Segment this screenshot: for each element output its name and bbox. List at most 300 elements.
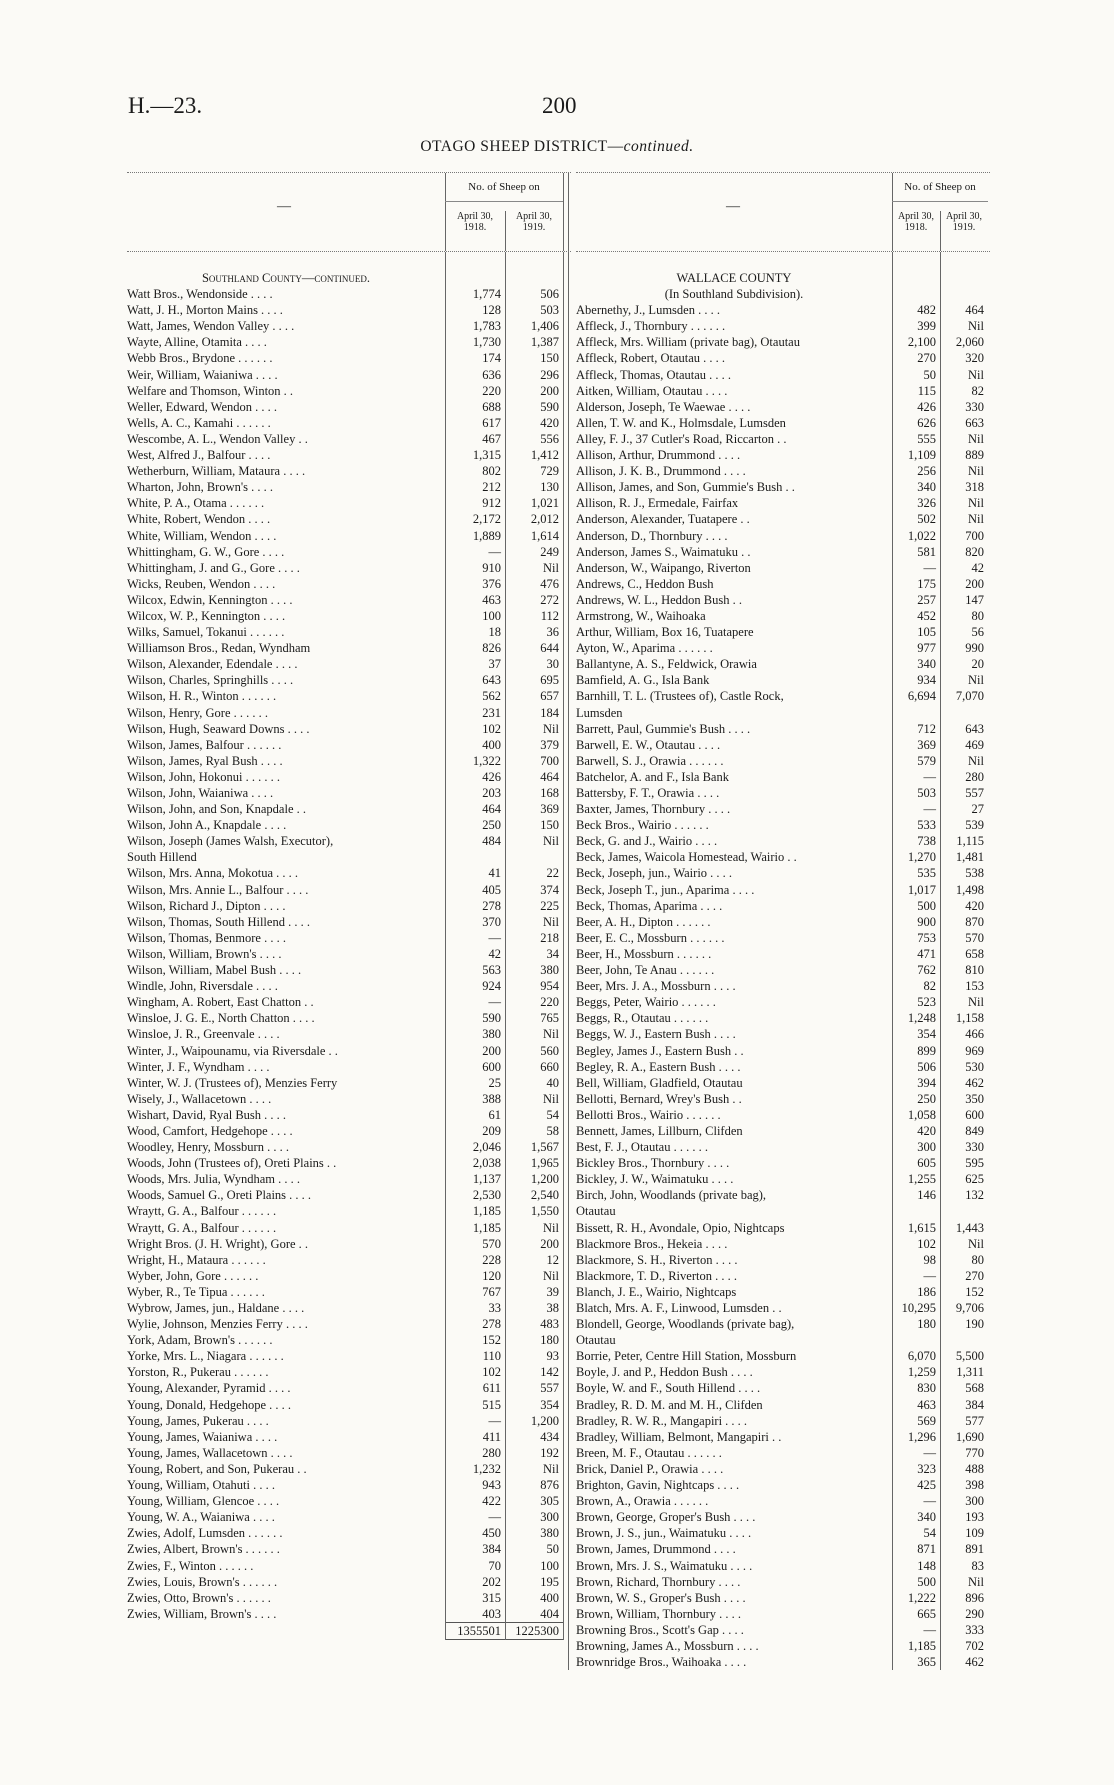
sheep-1918: 523 <box>917 995 936 1010</box>
sheep-1919: Nil <box>968 995 984 1010</box>
sheep-1918: 1,730 <box>472 335 501 350</box>
sheep-1918: 370 <box>482 914 501 929</box>
sheep-1918: 186 <box>917 1284 936 1299</box>
sheep-1919: Nil <box>543 560 559 575</box>
owner-name: Battersby, F. T., Orawia . . . . <box>576 786 720 800</box>
table-row <box>576 528 990 544</box>
sheep-1918: 1,058 <box>907 1107 936 1122</box>
table-row <box>576 801 990 817</box>
owner-name: Winsloe, J. R., Greenvale . . . . <box>127 1027 280 1042</box>
table-row <box>576 1203 990 1219</box>
table-row <box>576 1268 990 1284</box>
sheep-1918: — <box>923 1268 936 1283</box>
table-row <box>576 431 990 447</box>
owner-name: Otautau <box>576 1333 616 1348</box>
totals-row <box>445 1622 563 1640</box>
sheep-1918: 665 <box>917 1606 936 1621</box>
sheep-1919: 150 <box>540 818 559 833</box>
sheep-1918: 590 <box>482 1011 501 1026</box>
sheep-1918: 426 <box>482 769 501 784</box>
owner-name: Wishart, David, Ryal Bush . . . . <box>127 1107 287 1122</box>
sheep-1919: 595 <box>965 1156 984 1171</box>
owner-name: Brown, William, Thornbury . . . . <box>576 1606 741 1621</box>
sheep-1919: 1,412 <box>530 448 559 463</box>
owner-name: Wilson, James, Ryal Bush . . . . <box>127 753 283 768</box>
sheep-1918: — <box>488 1413 501 1428</box>
right-table <box>576 172 990 1670</box>
sheep-1919: 1,567 <box>530 1140 559 1155</box>
owner-name: York, Adam, Brown's . . . . . . <box>127 1333 273 1348</box>
sheep-1919: 305 <box>540 1494 559 1509</box>
owner-name: Wingham, A. Robert, East Chatton . . <box>127 995 314 1010</box>
sheep-1918: 924 <box>482 979 501 994</box>
sheep-1919: Nil <box>968 464 984 479</box>
owner-name: Wilson, Charles, Springhills . . . . <box>127 673 294 688</box>
sheep-1919: 1,311 <box>956 1365 984 1380</box>
sheep-1919: 420 <box>965 898 984 913</box>
sheep-1918: 394 <box>917 1075 936 1090</box>
sheep-1919: 1,498 <box>955 882 984 897</box>
owner-name: Batchelor, A. and F., Isla Bank <box>576 769 729 784</box>
sheep-1919: 557 <box>540 1381 559 1396</box>
owner-name: Begley, James J., Eastern Bush . . <box>576 1043 744 1058</box>
sheep-1919: 330 <box>965 1140 984 1155</box>
sheep-1918: 128 <box>482 303 501 318</box>
owner-name: Young, W. A., Waianiwa . . . . <box>127 1510 275 1525</box>
sheep-1918: 912 <box>482 496 501 511</box>
sheep-1919: 39 <box>546 1284 559 1299</box>
sheep-1918: 100 <box>482 608 501 623</box>
sheep-1919: 34 <box>546 946 559 961</box>
owner-name: Woods, Samuel G., Oreti Plains . . . . <box>127 1188 312 1203</box>
owner-name: Brown, James, Drummond . . . . <box>576 1542 736 1557</box>
sheep-1919: 404 <box>540 1606 559 1621</box>
owner-name: South Hillend <box>127 850 197 865</box>
sheep-1919: Nil <box>968 753 984 768</box>
sheep-1919: 954 <box>540 979 559 994</box>
sheep-1918: — <box>923 1445 936 1460</box>
sheep-1918: — <box>923 1494 936 1509</box>
table-row <box>576 688 990 704</box>
owner-name: Wharton, John, Brown's . . . . <box>127 480 273 495</box>
sheep-1918: 102 <box>917 1236 936 1251</box>
sheep-1918: 535 <box>917 866 936 881</box>
sheep-1918: 500 <box>917 898 936 913</box>
sheep-1918: 376 <box>482 576 501 591</box>
sheep-1918: 570 <box>482 1236 501 1251</box>
sheep-1919: 40 <box>546 1075 559 1090</box>
sheep-1918: 1,615 <box>907 1220 936 1235</box>
sheep-1918: 278 <box>482 898 501 913</box>
sheep-1918: 340 <box>917 657 936 672</box>
owner-name: Wilson, John, and Son, Knapdale . . <box>127 802 306 817</box>
left-table <box>127 172 571 1640</box>
sheep-1918: 256 <box>917 464 936 479</box>
sheep-1919: 272 <box>540 592 559 607</box>
table-row <box>576 865 990 881</box>
sheep-1918: 1,255 <box>907 1172 936 1187</box>
sheep-1918: 738 <box>917 834 936 849</box>
sheep-1919: 369 <box>540 802 559 817</box>
sheep-1919: 2,540 <box>530 1188 559 1203</box>
sheep-1918: 411 <box>482 1429 501 1444</box>
sheep-1918: 2,038 <box>472 1156 501 1171</box>
owner-name: Beck, Joseph, jun., Wairio . . . . <box>576 866 733 881</box>
sheep-1918: 1,022 <box>907 528 936 543</box>
owner-name: Zwies, Otto, Brown's . . . . . . <box>127 1590 271 1605</box>
table-row <box>576 1590 990 1606</box>
owner-name: Zwies, Adolf, Lumsden . . . . . . <box>127 1526 283 1541</box>
sheep-1919: 200 <box>540 1236 559 1251</box>
sheep-1918: 250 <box>482 818 501 833</box>
owner-name: Beer, A. H., Dipton . . . . . . <box>576 914 711 929</box>
owner-name: Blatch, Mrs. A. F., Linwood, Lumsden . . <box>576 1301 782 1315</box>
col-1919-heading: April 30, 1919. <box>515 211 553 233</box>
sheep-1918: — <box>488 544 501 559</box>
sheep-1919: 539 <box>965 818 984 833</box>
table-row <box>576 1606 990 1622</box>
sheep-1918: 33 <box>488 1301 501 1315</box>
sheep-1919: 20 <box>971 657 984 672</box>
sheep-1918: 54 <box>923 1526 936 1541</box>
sheep-1918: 464 <box>482 802 501 817</box>
owner-name: Bellotti, Bernard, Wrey's Bush . . <box>576 1091 742 1106</box>
sheep-1918: 688 <box>482 399 501 414</box>
sheep-1918: 569 <box>917 1413 936 1428</box>
sheep-1918: 1,185 <box>907 1638 936 1653</box>
owner-name: Wescombe, A. L., Wendon Valley . . <box>127 431 308 446</box>
owner-name: Wayte, Alline, Otamita . . . . <box>127 335 267 350</box>
table-row <box>576 544 990 560</box>
table-row <box>576 1541 990 1557</box>
sheep-1918: 471 <box>917 946 936 961</box>
sheep-1919: 130 <box>540 480 559 495</box>
sheep-1918: 2,100 <box>907 335 936 350</box>
total-1918: 1355501 <box>457 1623 501 1638</box>
sheep-1919: 318 <box>965 480 984 495</box>
owner-name: Barnhill, T. L. (Trustees of), Castle Rock, <box>576 689 784 704</box>
owner-name: Barwell, E. W., Otautau . . . . <box>576 737 721 752</box>
owner-name: Anderson, James S., Waimatuku . . <box>576 544 751 559</box>
table-row <box>576 1123 990 1139</box>
owner-name: Wilson, H. R., Winton . . . . . . <box>127 689 277 704</box>
sheep-1918: 6,694 <box>907 689 936 704</box>
sheep-1919: 1,021 <box>530 496 559 511</box>
sheep-1919: 1,443 <box>955 1220 984 1235</box>
table-row <box>576 608 990 624</box>
owner-name: Yorston, R., Pukerau . . . . . . <box>127 1365 269 1380</box>
table-row <box>576 1139 990 1155</box>
sheep-1918: 463 <box>482 592 501 607</box>
sheep-1919: 476 <box>540 576 559 591</box>
owner-name: Anderson, Alexander, Tuatapere . . <box>576 512 750 527</box>
sheep-1919: 112 <box>540 608 559 623</box>
owner-name: Bickley, J. W., Waimatuku . . . . <box>576 1172 734 1187</box>
sheep-1919: 180 <box>540 1333 559 1348</box>
table-row <box>576 560 990 576</box>
sheep-1918: 452 <box>917 608 936 623</box>
sheep-1918: 506 <box>917 1059 936 1074</box>
sheep-1918: 41 <box>488 866 501 881</box>
sheep-1919: 644 <box>540 641 559 656</box>
table-row <box>576 914 990 930</box>
owner-name: Beck, Joseph T., jun., Aparima . . . . <box>576 882 755 897</box>
sheep-1918: — <box>488 1510 501 1525</box>
owner-name: Bamfield, A. G., Isla Bank <box>576 673 710 688</box>
sheep-1918: 1,137 <box>472 1172 501 1187</box>
owner-name: Browning, James A., Mossburn . . . . <box>576 1638 759 1653</box>
owner-name: Allen, T. W. and K., Holmsdale, Lumsden <box>576 415 786 430</box>
owner-name: Beer, E. C., Mossburn . . . . . . <box>576 930 725 945</box>
owner-name: Bell, William, Gladfield, Otautau <box>576 1075 743 1090</box>
sheep-1919: Nil <box>543 1027 559 1042</box>
sheep-1919: 464 <box>965 303 984 318</box>
sheep-1918: 426 <box>917 399 936 414</box>
sheep-1919: 12 <box>546 1252 559 1267</box>
table-row <box>576 495 990 511</box>
sheep-1919: 483 <box>540 1317 559 1332</box>
table-row <box>576 1638 990 1654</box>
owner-name: Wilson, John, Hokonui . . . . . . <box>127 769 280 784</box>
sheep-1918: 977 <box>917 641 936 656</box>
owner-name: Best, F. J., Otautau . . . . . . <box>576 1140 708 1155</box>
sheep-1919: 577 <box>965 1413 984 1428</box>
sheep-1919: Nil <box>968 319 984 334</box>
sheep-1919: 249 <box>540 544 559 559</box>
sheep-1918: 340 <box>917 1510 936 1525</box>
sheep-1918: 102 <box>482 721 501 736</box>
sheep-1919: 1,614 <box>530 528 559 543</box>
sheep-1918: 1,270 <box>907 850 936 865</box>
sheep-1919: 54 <box>546 1107 559 1122</box>
sheep-1918: 98 <box>923 1252 936 1267</box>
table-row <box>576 1348 990 1364</box>
sheep-1919: 27 <box>971 802 984 817</box>
owner-name: Bellotti Bros., Wairio . . . . . . <box>576 1107 721 1122</box>
sheep-1919: 889 <box>965 448 984 463</box>
owner-name: Wilson, John, Waianiwa . . . . <box>127 786 274 800</box>
table-row <box>576 1010 990 1026</box>
sheep-1918: 120 <box>482 1268 501 1283</box>
owner-name: Wisely, J., Wallacetown . . . . <box>127 1091 272 1106</box>
owner-name: Otautau <box>576 1204 616 1219</box>
owner-name: Wraytt, G. A., Balfour . . . . . . <box>127 1204 277 1219</box>
sheep-1919: 330 <box>965 399 984 414</box>
sheep-1919: 1,690 <box>955 1429 984 1444</box>
owner-name: Wyber, John, Gore . . . . . . <box>127 1268 259 1283</box>
sheep-1919: Nil <box>968 673 984 688</box>
table-row <box>576 350 990 366</box>
sheep-1918: 636 <box>482 367 501 382</box>
sheep-1918: 422 <box>482 1494 501 1509</box>
right-table-body <box>576 252 990 1670</box>
table-row <box>576 1252 990 1268</box>
table-row <box>576 1493 990 1509</box>
sheep-1919: 195 <box>540 1574 559 1589</box>
table-row <box>576 1155 990 1171</box>
owner-name: Baxter, James, Thornbury . . . . <box>576 802 731 817</box>
sheep-1919: 810 <box>965 963 984 978</box>
owner-name: Wraytt, G. A., Balfour . . . . . . <box>127 1220 277 1235</box>
sheep-1919: 192 <box>540 1445 559 1460</box>
table-row <box>576 849 990 865</box>
sheep-1918: 899 <box>917 1043 936 1058</box>
sheep-1918: 369 <box>917 737 936 752</box>
owner-name: Blondell, George, Woodlands (private bag), <box>576 1317 795 1332</box>
sheep-1918: 611 <box>482 1381 501 1396</box>
sheep-1919: 969 <box>965 1043 984 1058</box>
sheep-1918: 37 <box>488 657 501 672</box>
sheep-1919: 50 <box>546 1542 559 1557</box>
owner-name: Wilson, Mrs. Annie L., Balfour . . . . <box>127 882 309 897</box>
sheep-1919: 379 <box>540 737 559 752</box>
owner-name: Bennett, James, Lillburn, Clifden <box>576 1123 743 1138</box>
sheep-1918: 270 <box>917 351 936 366</box>
owner-name: Begley, R. A., Eastern Bush . . . . <box>576 1059 741 1074</box>
sheep-1919: 891 <box>965 1542 984 1557</box>
owner-name: Allison, R. J., Ermedale, Fairfax <box>576 496 739 511</box>
sheep-1919: 849 <box>965 1123 984 1138</box>
owner-name: Blackmore, S. H., Riverton . . . . <box>576 1252 738 1267</box>
owner-name: Brown, A., Orawia . . . . . . <box>576 1494 709 1509</box>
sheep-1919: 354 <box>540 1397 559 1412</box>
sheep-1919: 193 <box>965 1510 984 1525</box>
owner-name: Wells, A. C., Kamahi . . . . . . <box>127 415 271 430</box>
col-1918-heading: April 30, 1918. <box>456 211 494 233</box>
sheep-1918: 450 <box>482 1526 501 1541</box>
owner-name: Wood, Camfort, Hedgehope . . . . <box>127 1123 293 1138</box>
sheep-1919: 556 <box>540 431 559 446</box>
sheep-1919: 466 <box>965 1027 984 1042</box>
table-row <box>576 994 990 1010</box>
table-row <box>576 1107 990 1123</box>
sheep-1919: 22 <box>546 866 559 881</box>
sheep-1918 <box>892 1332 940 1348</box>
owner-name: Bradley, R. D. M. and M. H., Clifden <box>576 1397 763 1412</box>
sheep-1918: 533 <box>917 818 936 833</box>
owner-name: Wilson, John A., Knapdale . . . . <box>127 818 287 833</box>
owner-name: Barrett, Paul, Gummie's Bush . . . . <box>576 721 751 736</box>
table-row <box>576 1316 990 1332</box>
owner-name: Wylie, Johnson, Menzies Ferry . . . . <box>127 1317 308 1332</box>
sheep-1918: 1,315 <box>472 448 501 463</box>
owner-name: Brown, Richard, Thornbury . . . . <box>576 1574 741 1589</box>
sheep-1919: 462 <box>965 1075 984 1090</box>
owner-name: Beggs, W. J., Eastern Bush . . . . <box>576 1027 736 1042</box>
sheep-1919: Nil <box>543 1461 559 1476</box>
sheep-1919: 300 <box>965 1494 984 1509</box>
sheep-1918: 1,248 <box>907 1011 936 1026</box>
sheep-1919: 56 <box>971 625 984 640</box>
sheep-1918: — <box>923 769 936 784</box>
owner-name: Boyle, J. and P., Heddon Bush . . . . <box>576 1365 753 1380</box>
sheep-1918: 326 <box>917 496 936 511</box>
owner-name: Allison, Arthur, Drummond . . . . <box>576 448 741 463</box>
owner-name: Zwies, William, Brown's . . . . <box>127 1606 277 1621</box>
table-row <box>576 672 990 688</box>
sheep-1918: 102 <box>482 1365 501 1380</box>
sheep-1918: — <box>923 802 936 817</box>
sheep-1918: 384 <box>482 1542 501 1557</box>
sheep-1919: 570 <box>965 930 984 945</box>
sheep-1919: 36 <box>546 625 559 640</box>
sheep-1918: 174 <box>482 351 501 366</box>
sheep-1918: 200 <box>482 1043 501 1058</box>
owner-name: Young, James, Wallacetown . . . . <box>127 1445 293 1460</box>
sheep-1918: 212 <box>482 480 501 495</box>
owner-name: Beck Bros., Wairio . . . . . . <box>576 818 709 833</box>
owner-name: Wilson, William, Mabel Bush . . . . <box>127 963 302 978</box>
page-reference: H.—23. <box>128 93 203 118</box>
sheep-1919: 820 <box>965 544 984 559</box>
sheep-1918: 2,530 <box>472 1188 501 1203</box>
sheep-1918: 600 <box>482 1059 501 1074</box>
sheep-1919: 1,965 <box>530 1156 559 1171</box>
section-heading-wallace: WALLACE COUNTY <box>676 271 792 285</box>
sheep-1918: 365 <box>917 1655 936 1670</box>
owner-name: Ballantyne, A. S., Feldwick, Orawia <box>576 657 757 672</box>
sheep-1919: 503 <box>540 303 559 318</box>
sheep-1918: 484 <box>482 834 501 849</box>
owner-name: Windle, John, Riversdale . . . . <box>127 979 278 994</box>
sheep-1918: 82 <box>923 979 936 994</box>
sheep-1918: 399 <box>917 319 936 334</box>
sheep-1919: 280 <box>965 769 984 784</box>
owner-name: Whittingham, G. W., Gore . . . . <box>127 544 285 559</box>
owner-name: Bradley, R. W. R., Mangapiri . . . . <box>576 1413 748 1428</box>
sheep-1919: 530 <box>965 1059 984 1074</box>
title-continued: continued. <box>623 138 694 155</box>
table-row <box>576 946 990 962</box>
table-row <box>576 882 990 898</box>
sheep-1918 <box>445 849 505 865</box>
owner-name: Bradley, William, Belmont, Mangapiri . . <box>576 1429 782 1444</box>
sheep-1919: 1,200 <box>530 1413 559 1428</box>
sheep-1918: 1,774 <box>472 287 501 302</box>
table-row <box>576 1445 990 1461</box>
owner-name: Wybrow, James, jun., Haldane . . . . <box>127 1301 305 1315</box>
table-row <box>576 399 990 415</box>
owner-name: Winter, J., Waipounamu, via Riversdale . . <box>127 1043 338 1058</box>
table-row <box>576 1364 990 1380</box>
sheep-1918: 146 <box>917 1188 936 1203</box>
sheep-1919: 1,550 <box>530 1204 559 1219</box>
owner-name: Wilson, Richard J., Dipton . . . . <box>127 898 286 913</box>
table-row <box>576 1622 990 1638</box>
owner-name: Armstrong, W., Waihoaka <box>576 608 706 623</box>
table-row <box>576 753 990 769</box>
sheep-1919: 568 <box>965 1381 984 1396</box>
owner-name: Wilson, Mrs. Anna, Mokotua . . . . <box>127 866 299 881</box>
owner-name: Williamson Bros., Redan, Wyndham <box>127 641 311 656</box>
sheep-1918: 830 <box>917 1381 936 1396</box>
owner-name: Wilson, William, Brown's . . . . <box>127 946 282 961</box>
owner-name: Beer, John, Te Anau . . . . . . <box>576 963 715 978</box>
owner-name: Wetherburn, William, Mataura . . . . <box>127 464 306 479</box>
sheep-1919: 770 <box>965 1445 984 1460</box>
table-row <box>576 1397 990 1413</box>
owner-name: Brick, Daniel P., Orawia . . . . <box>576 1461 724 1476</box>
table-row <box>576 705 990 721</box>
sheep-1918: 115 <box>917 383 936 398</box>
owner-name: Alley, F. J., 37 Cutler's Road, Riccarton . . <box>576 431 787 446</box>
owner-name: Brighton, Gavin, Nightcaps . . . . <box>576 1478 740 1493</box>
sheep-1919: Nil <box>968 1236 984 1251</box>
table-row <box>576 1300 990 1316</box>
owner-name: Winter, W. J. (Trustees of), Menzies Ferry <box>127 1075 338 1090</box>
owner-name: Allison, James, and Son, Gummie's Bush . . <box>576 480 795 495</box>
owner-name: Watt, J. H., Morton Mains . . . . <box>127 303 283 318</box>
